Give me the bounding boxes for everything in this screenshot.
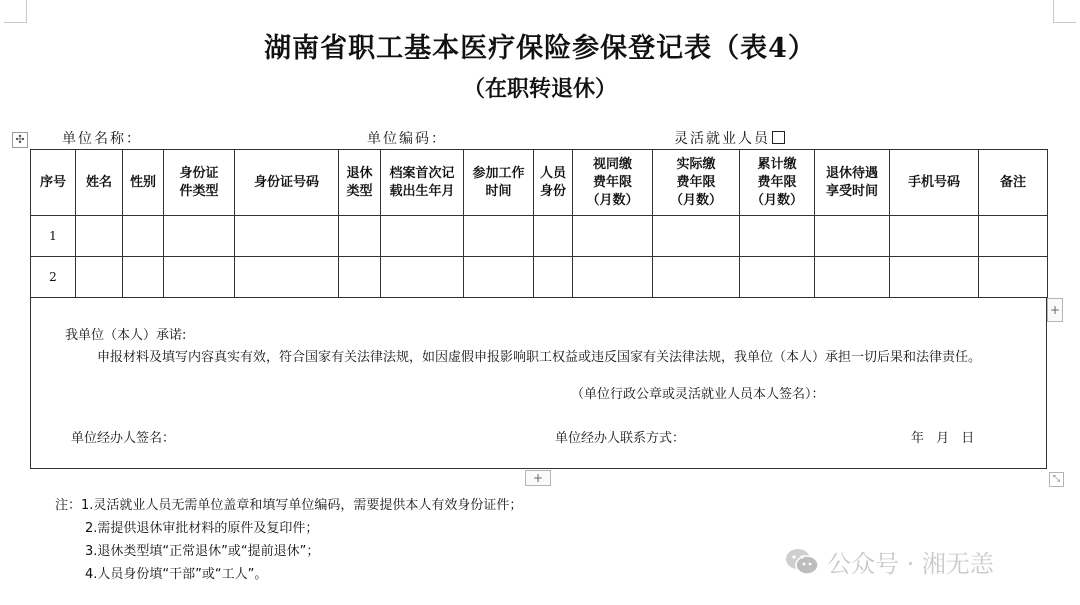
table-cell[interactable] — [534, 216, 573, 257]
notes-prefix: 注： — [55, 498, 82, 513]
add-row-button[interactable]: + — [525, 470, 551, 486]
table-cell[interactable] — [123, 216, 164, 257]
table-cell[interactable] — [164, 216, 235, 257]
watermark-text: 公众号 · 湘无恙 — [827, 550, 994, 578]
column-header: 档案首次记 载出生年月 — [381, 150, 464, 216]
flexible-worker-option[interactable] — [674, 128, 785, 148]
note-item-3: 3.退休类型填“正常退休”或“提前退休”； — [85, 544, 320, 559]
table-cell[interactable] — [464, 216, 534, 257]
table-cell[interactable] — [979, 257, 1048, 298]
note-item-4: 4.人员身份填“干部”或“工人”。 — [85, 567, 268, 582]
note-text-1: 1.灵活就业人员无需单位盖章和填写单位编码，需要提供本人有效身份证件； — [81, 498, 523, 513]
note-item-1 — [55, 494, 522, 517]
table-cell[interactable] — [339, 216, 381, 257]
table-cell[interactable] — [653, 257, 740, 298]
column-header: 身份证 件类型 — [164, 150, 235, 216]
column-header: 退休 类型 — [339, 150, 381, 216]
column-header: 性别 — [123, 150, 164, 216]
column-header: 视同缴 费年限 （月数） — [573, 150, 653, 216]
table-cell[interactable] — [123, 257, 164, 298]
stamp-signature-label: （单位行政公章或灵活就业人员本人签名）： — [571, 387, 825, 402]
table-cell[interactable] — [164, 257, 235, 298]
table-resize-handle-icon[interactable]: ⤡ — [1049, 472, 1064, 487]
date-label: 年 月 日 — [911, 431, 975, 446]
column-header: 人员 身份 — [534, 150, 573, 216]
table-cell[interactable] — [381, 257, 464, 298]
table-cell[interactable] — [339, 257, 381, 298]
document-subtitle: （在职转退休） — [462, 76, 617, 102]
table-cell[interactable] — [740, 216, 815, 257]
table-cell[interactable] — [815, 257, 890, 298]
table-cell[interactable] — [815, 216, 890, 257]
crop-mark-top-right — [1053, 0, 1076, 23]
table-cell[interactable] — [979, 216, 1048, 257]
notes-section — [55, 494, 522, 586]
note-item-2: 2.需提供退休审批材料的原件及复印件； — [85, 521, 319, 536]
column-header: 退休待遇 享受时间 — [815, 150, 890, 216]
table-row — [31, 216, 1048, 257]
pledge-body: 申报材料及填写内容真实有效，符合国家有关法律法规，如因虚假申报影响职工权益或违反国家有关法律法规，我单位（本人）承担一切后果和法律责任。 — [97, 350, 982, 365]
column-header: 备注 — [979, 150, 1048, 216]
table-cell[interactable] — [235, 216, 339, 257]
wechat-icon — [785, 548, 819, 576]
table-cell[interactable] — [573, 257, 653, 298]
handler-signature-label: 单位经办人签名： — [71, 431, 176, 446]
table-cell[interactable] — [534, 257, 573, 298]
table-cell[interactable] — [653, 216, 740, 257]
column-header: 实际缴 费年限 （月数） — [653, 150, 740, 216]
crop-mark-top-left — [4, 0, 27, 23]
pledge-heading: 我单位（本人）承诺: — [65, 328, 187, 343]
document-title: 湖南省职工基本医疗保险参保登记表（表4） — [264, 33, 816, 64]
row-number-cell: 1 — [31, 216, 76, 257]
table-move-handle-icon[interactable]: ✣ — [12, 132, 28, 148]
pledge-section — [30, 297, 1047, 469]
registration-table — [30, 149, 1048, 298]
table-cell[interactable] — [464, 257, 534, 298]
column-header: 姓名 — [76, 150, 123, 216]
column-header: 参加工作 时间 — [464, 150, 534, 216]
column-header: 累计缴 费年限 （月数） — [740, 150, 815, 216]
unit-code-label: 单位编码： — [367, 131, 447, 147]
column-header: 手机号码 — [890, 150, 979, 216]
table-cell[interactable] — [740, 257, 815, 298]
table-cell[interactable] — [76, 216, 123, 257]
column-header: 身份证号码 — [235, 150, 339, 216]
flexible-worker-checkbox[interactable] — [772, 131, 785, 144]
table-header-row — [31, 150, 1048, 216]
table-cell[interactable] — [381, 216, 464, 257]
table-cell[interactable] — [890, 216, 979, 257]
column-header: 序号 — [31, 150, 76, 216]
handler-contact-label: 单位经办人联系方式： — [555, 431, 686, 446]
table-row — [31, 257, 1048, 298]
add-column-button[interactable]: + — [1047, 298, 1063, 322]
table-cell[interactable] — [76, 257, 123, 298]
table-cell[interactable] — [235, 257, 339, 298]
flexible-worker-label: 灵活就业人员 — [674, 131, 770, 147]
row-number-cell: 2 — [31, 257, 76, 298]
unit-name-label: 单位名称： — [62, 131, 142, 147]
table-cell[interactable] — [890, 257, 979, 298]
table-cell[interactable] — [573, 216, 653, 257]
watermark — [785, 544, 994, 579]
